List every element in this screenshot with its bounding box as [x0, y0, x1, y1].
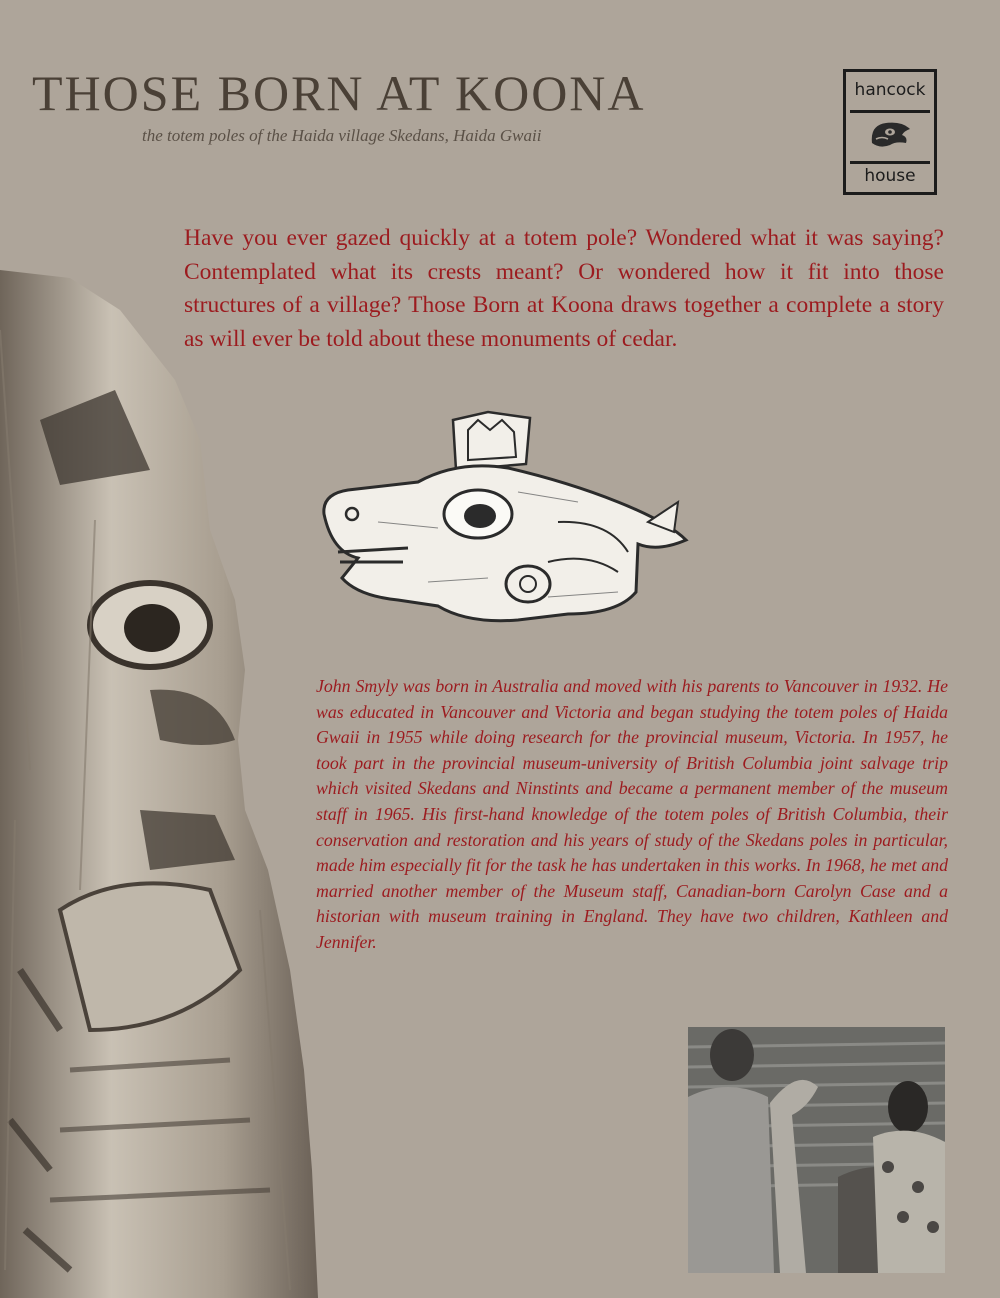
page-subtitle: the totem poles of the Haida village Skedans, Haida Gwaii [142, 126, 542, 145]
page-title: THOSE BORN AT KOONA [32, 65, 646, 121]
logo-emblem [850, 110, 930, 164]
publisher-logo [843, 69, 937, 195]
carved-animal-illustration [318, 402, 690, 634]
intro-paragraph: Have you ever gazed quickly at a totem pole? Wondered what it was saying? Contemplated what its crests meant? Or wondered how it fit into those structures of a village? Those Born at Koona draws together a complete a story as will ever be told about these monuments of cedar. [184, 225, 944, 352]
totem-pole-photo [0, 270, 318, 1298]
logo-top-text: hancock [854, 80, 926, 100]
logo-bottom-text: house [864, 166, 916, 186]
author-biography: John Smyly was born in Australia and moved with his parents to Vancouver in 1932. He was educated in Vancouver and Victoria and began studying the totem poles of Haida Gwaii in 1955 while doing research for the provincial museum, Victoria. In 1957, he took part in the provincial museum-university of British Columbia joint salvage trip which visited Skedans and Ninstints and became a permanent member of the museum staff in 1965. His first-hand knowledge of the totem poles of British Columbia, their conservation and restoration and his years of study of the Skedans poles in particular, made him especially fit for the task he has undertaken in this works. In 1968, he met and married another member of the Museum staff, Canadian-born Carolyn Case and a historian with museum training in England. They have two children, Kathleen and Jennifer. [316, 676, 948, 952]
haida-eagle-icon [850, 113, 930, 155]
author-photo [688, 1027, 945, 1273]
